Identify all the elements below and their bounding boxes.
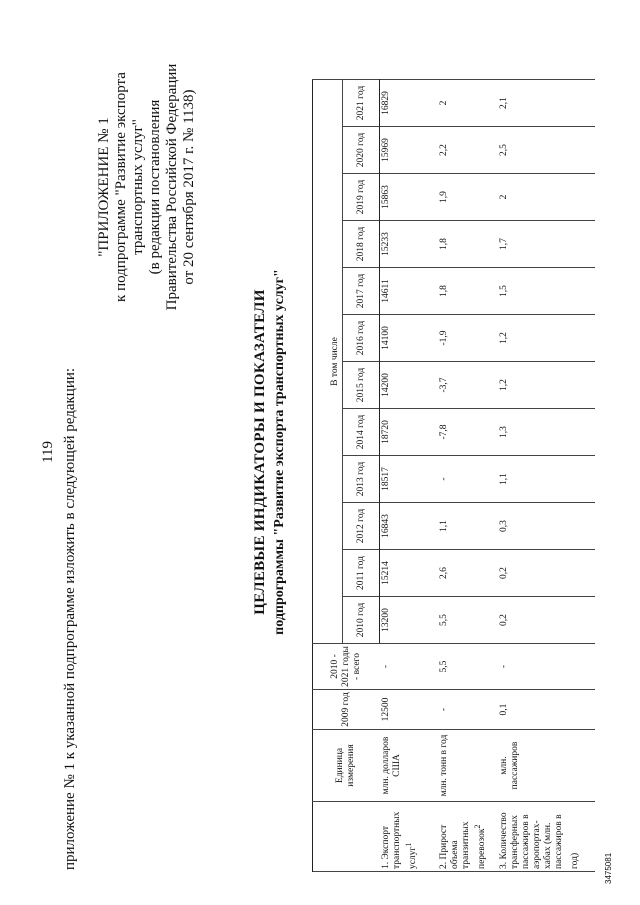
total-header-cell: 2010 - 2021 годы - всего — [313, 644, 380, 690]
table-row — [438, 80, 498, 872]
value-2009-cell: 12500 — [380, 690, 438, 730]
table-row — [498, 80, 595, 872]
appendix-heading — [96, 22, 198, 352]
year-header-cell: 2010 год — [343, 597, 380, 644]
value-cell: 16829 — [380, 80, 438, 127]
value-cell: 1,7 — [498, 221, 595, 268]
value-cell: 5,5 — [438, 597, 498, 644]
appendix-line: "ПРИЛОЖЕНИЕ № 1 — [96, 117, 112, 257]
value-cell: -7,8 — [438, 409, 498, 456]
appendix-line: транспортных услуг" — [130, 119, 146, 255]
value-cell: 2,6 — [438, 550, 498, 597]
year-header-cell: 2018 год — [343, 221, 380, 268]
value-cell: 15863 — [380, 174, 438, 221]
value-cell: 15233 — [380, 221, 438, 268]
value-2009-cell: - — [438, 690, 498, 730]
rotated-page — [20, 12, 620, 892]
year-header-cell: 2014 год — [343, 409, 380, 456]
unit-header-cell: Единица измерения — [313, 730, 380, 802]
value-cell: 2,1 — [498, 80, 595, 127]
year-header-cell: 2013 год — [343, 456, 380, 503]
header-spacer — [313, 80, 330, 644]
value-cell: 1,8 — [438, 268, 498, 315]
indicator-header-cell — [313, 802, 380, 872]
year-header-cell: 2016 год — [343, 315, 380, 362]
value-cell: 1,8 — [438, 221, 498, 268]
value-cell: 18720 — [380, 409, 438, 456]
indicator-text: 1. Экспорт транспортных услуг — [380, 811, 418, 869]
document-code: 3475081 — [604, 852, 613, 884]
year-header-cell: 2017 год — [343, 268, 380, 315]
value-cell: 0,2 — [498, 597, 595, 644]
unit-cell: млн. пассажиров — [498, 730, 595, 802]
value-cell: 2 — [438, 80, 498, 127]
header-row — [313, 80, 330, 872]
value-cell: -3,7 — [438, 362, 498, 409]
indicator-cell — [498, 802, 595, 872]
value-2009-cell: 0,1 — [498, 690, 595, 730]
indicator-text: 2. Прирост объема транзитных перевозок — [438, 821, 487, 869]
value-cell: 1,1 — [498, 456, 595, 503]
page-number: 119 — [40, 441, 56, 463]
value-cell: 14200 — [380, 362, 438, 409]
intro-text: приложение № 1 к указанной подпрограмме изложить в следующей редакции: — [62, 367, 78, 870]
total-cell: 5,5 — [438, 644, 498, 690]
value-cell: 0,3 — [498, 503, 595, 550]
value-cell: 1,1 — [438, 503, 498, 550]
year-header-cell: 2011 год — [343, 550, 380, 597]
table-row — [380, 80, 438, 872]
appendix-line: Правительства Российской Федерации — [164, 63, 180, 311]
value-cell: 1,2 — [498, 362, 595, 409]
year-header-cell: 2020 год — [343, 127, 380, 174]
footnote-mark: 2 — [472, 824, 482, 829]
value-cell: 15969 — [380, 127, 438, 174]
indicators-table — [312, 79, 595, 872]
year-2009-header-cell: 2009 год — [313, 690, 380, 730]
indicator-cell — [380, 802, 438, 872]
year-header-cell: 2015 год — [343, 362, 380, 409]
total-cell: - — [380, 644, 438, 690]
value-cell: 1,2 — [498, 315, 595, 362]
value-cell: - — [438, 456, 498, 503]
total-cell: - — [498, 644, 595, 690]
value-cell: 2,5 — [498, 127, 595, 174]
sub-title: подпрограммы "Развитие экспорта транспортных услуг" — [272, 269, 287, 635]
appendix-line: от 20 сентября 2017 г. № 1138) — [181, 89, 197, 285]
value-cell: 2,2 — [438, 127, 498, 174]
value-cell: 18517 — [380, 456, 438, 503]
main-title: ЦЕЛЕВЫЕ ИНДИКАТОРЫ И ПОКАЗАТЕЛИ — [252, 289, 268, 615]
value-cell: 16843 — [380, 503, 438, 550]
value-cell: 15214 — [380, 550, 438, 597]
year-header-cell: 2012 год — [343, 503, 380, 550]
unit-cell: млн. тонн в год — [438, 730, 498, 802]
footnote-mark: 1 — [403, 842, 413, 847]
year-header-cell: 2019 год — [343, 174, 380, 221]
value-cell: 13200 — [380, 597, 438, 644]
including-header-cell: В том числе — [329, 80, 343, 644]
value-cell: 1,3 — [498, 409, 595, 456]
value-cell: 14100 — [380, 315, 438, 362]
value-cell: 1,9 — [438, 174, 498, 221]
indicator-text: 3. Количество трансферных пассажиров в аэропортах-хабах (млн. пассажиров в год) — [498, 812, 580, 869]
value-cell: -1,9 — [438, 315, 498, 362]
value-cell: 2 — [498, 174, 595, 221]
value-cell: 1,5 — [498, 268, 595, 315]
year-header-cell: 2021 год — [343, 80, 380, 127]
appendix-line: к подпрограмме "Развитие экспорта — [113, 72, 129, 302]
appendix-line: (в редакции постановления — [147, 99, 163, 275]
indicator-cell — [438, 802, 498, 872]
unit-cell: млн. долларов США — [380, 730, 438, 802]
value-cell: 0,2 — [498, 550, 595, 597]
value-cell: 14611 — [380, 268, 438, 315]
